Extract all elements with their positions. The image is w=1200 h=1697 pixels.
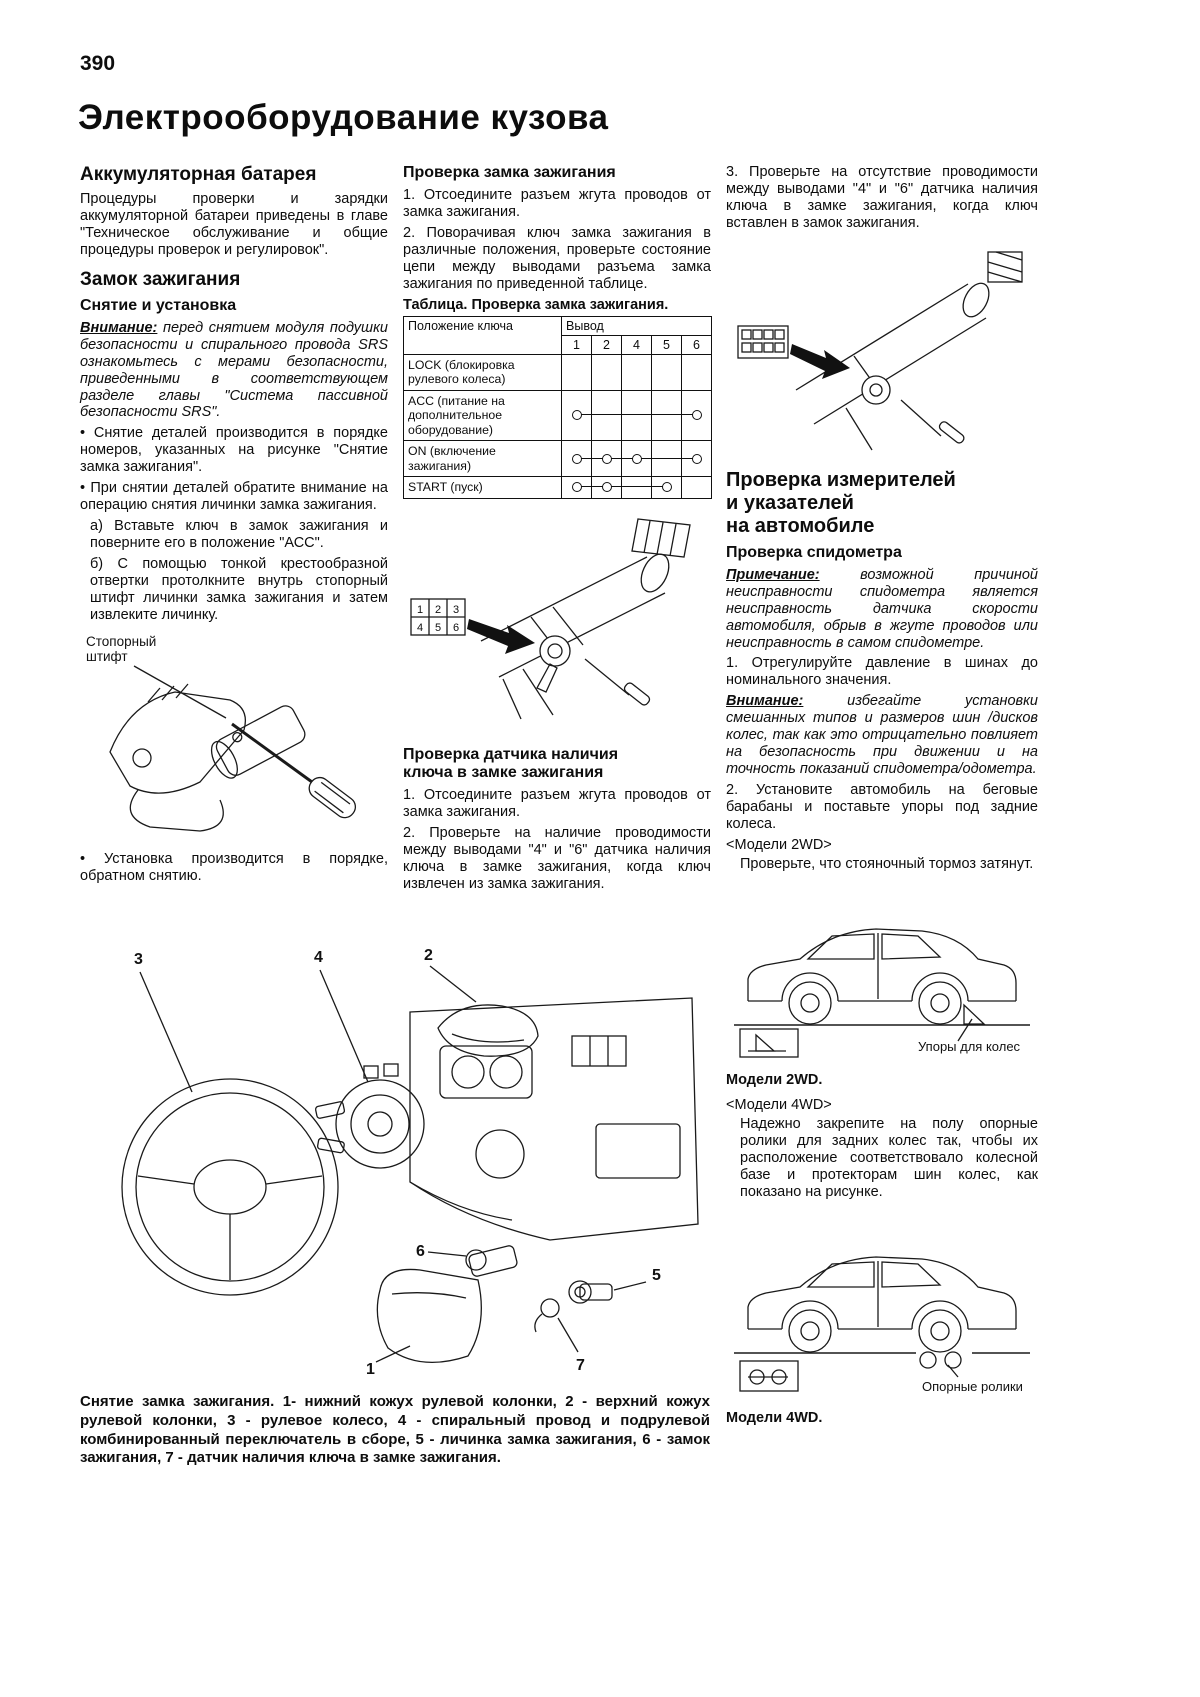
stopper-pin-drawing — [80, 630, 386, 840]
pointer-arrow-icon — [467, 619, 535, 654]
terminal-cell — [682, 477, 712, 499]
support-rollers-label: Опорные ролики — [922, 1378, 1023, 1394]
ignition-removal-figure — [80, 942, 710, 1468]
terminal-cell — [622, 390, 652, 441]
pointer-arrow-icon — [790, 344, 850, 379]
terminal-contact-dot — [632, 454, 642, 464]
models-2wd-tag: <Модели 2WD> — [726, 836, 832, 853]
note-label: Примечание: — [726, 566, 820, 583]
ignition-table-row — [404, 441, 712, 477]
terminal-cell — [682, 390, 712, 441]
connector-pin-1: 1 — [416, 603, 424, 616]
meters-heading-line2: и указателей — [726, 491, 854, 514]
stopper-pin-label-line2: штифт — [86, 648, 128, 664]
connector-pin-2: 2 — [434, 603, 442, 616]
steering-column-figure — [403, 507, 711, 740]
note-text: возможной причиной неисправности спидометра является неисправность датчика скорости автомобиля, обрыв в жгуте проводов или неисправность в самом спидометре. — [726, 566, 1038, 651]
ignition-check-heading: Проверка замка зажигания — [403, 164, 616, 181]
terminal-cell — [592, 441, 622, 477]
terminal-2: 2 — [592, 335, 622, 354]
terminal-cell — [562, 477, 592, 499]
connector-pin-4: 4 — [416, 621, 424, 634]
column-right — [726, 164, 1038, 1433]
terminal-cell — [652, 390, 682, 441]
terminal-group-header: Вывод — [562, 316, 712, 335]
terminal-cell — [592, 390, 622, 441]
key-sensor-step1: 1. Отсоедините разъем жгута проводов от замка зажигания. — [403, 787, 711, 821]
connector-pin-5: 5 — [434, 621, 442, 634]
car-2wd-drawing — [726, 879, 1038, 1061]
speedometer-step2: 2. Установите автомобиль на беговые барабаны и поставьте упоры под задние колеса. — [726, 782, 1038, 833]
part-label-6: 6 — [416, 1243, 425, 1260]
terminal-4: 4 — [622, 335, 652, 354]
key-sensor-drawing — [726, 238, 1036, 456]
stopper-pin-label-line1: Стопорный — [86, 633, 157, 649]
key-position-header: Положение ключа — [404, 316, 562, 354]
terminal-cell — [682, 441, 712, 477]
car-4wd-drawing — [726, 1207, 1038, 1399]
ignition-table-row — [404, 390, 712, 441]
models-4wd-tag: <Модели 4WD> — [726, 1096, 832, 1113]
removal-bullet-1: • Снятие деталей производится в порядке номеров, указанных на рисунке "Снятие замка зажигания". — [80, 425, 388, 476]
key-sensor-heading — [403, 746, 711, 784]
ignition-check-step1: 1. Отсоедините разъем жгута проводов от замка зажигания. — [403, 186, 711, 220]
ignition-table-body — [404, 354, 712, 498]
terminal-cell — [652, 477, 682, 499]
terminal-contact-dot — [602, 454, 612, 464]
table-title: Таблица. Проверка замка зажигания. — [403, 296, 669, 313]
srs-warning — [80, 320, 388, 422]
removal-bullet-2: • При снятии деталей обратите внимание на операцию снятия личинки замка зажигания. — [80, 480, 388, 514]
ignition-removal-drawing — [80, 942, 710, 1382]
part-label-4: 4 — [314, 949, 323, 966]
car-4wd-figure — [726, 1207, 1038, 1404]
terminal-cell — [652, 441, 682, 477]
tires-warning — [726, 693, 1038, 778]
column-left — [80, 164, 388, 889]
part-label-7: 7 — [576, 1357, 585, 1374]
terminal-contact-dot — [692, 410, 702, 420]
install-bullet: • Установка производится в порядке, обратном снятию. — [80, 850, 388, 884]
key-sensor-step2: 2. Проверьте на наличие проводимости между выводами "4" и "6" датчика наличия ключа в замке зажигания, когда ключ извлечен из замка зажигания. — [403, 825, 711, 893]
terminal-1: 1 — [562, 335, 592, 354]
speedometer-step1: 1. Отрегулируйте давление в шинах до номинального значения. — [726, 655, 1038, 689]
part-label-5: 5 — [652, 1267, 661, 1284]
part-label-2: 2 — [424, 947, 433, 964]
key-sensor-step3: 3. Проверьте на отсутствие проводимости между выводами "4" и "6" датчика наличия ключа в замке зажигания, когда ключ вставлен в замок зажигания. — [726, 164, 1038, 231]
steering-column-drawing — [403, 507, 709, 735]
tires-warning-text: избегайте установки смешанных типов и размеров шин /дисков колес, так как это отрицательно повлияет на безопасность при движении и на точность показаний спидометра/одометра. — [726, 693, 1038, 778]
removal-step-a: а) Вставьте ключ в замок зажигания и поверните его в положение "АСС". — [90, 518, 388, 552]
wheel-chocks-label: Упоры для колес — [918, 1038, 1021, 1054]
tires-warning-label: Внимание: — [726, 693, 804, 710]
table-header-row — [404, 316, 712, 335]
warning-label: Внимание: — [80, 319, 158, 336]
key-position-cell: LOCK (блокировка рулевого колеса) — [404, 354, 562, 390]
ignition-check-table — [403, 316, 712, 499]
terminal-cell — [562, 354, 592, 390]
meters-check-heading — [726, 469, 1038, 538]
connector-pin-6: 6 — [452, 621, 460, 634]
terminal-cell — [652, 354, 682, 390]
removal-install-heading: Снятие и установка — [80, 296, 237, 314]
terminal-contact-dot — [602, 482, 612, 492]
key-sensor-heading-line2: ключа в замке зажигания — [403, 764, 604, 782]
part-label-3: 3 — [134, 951, 143, 968]
key-sensor-heading-line1: Проверка датчика наличия — [403, 745, 619, 763]
speedometer-note — [726, 567, 1038, 652]
terminal-6: 6 — [682, 335, 712, 354]
meters-heading-line1: Проверка измерителей — [726, 468, 956, 491]
caption-models-4wd: Модели 4WD. — [726, 1409, 823, 1426]
terminal-cell — [562, 441, 592, 477]
terminal-cell — [682, 354, 712, 390]
warning-text: перед снятием модуля подушки безопасности и спирального провода SRS ознакомьтесь с мерами безопасности, приведенными в соответствующем разделе главы "Система пассивной безопасности SRS". — [80, 319, 388, 421]
terminal-cell — [622, 477, 652, 499]
terminal-contact-dot — [572, 410, 582, 420]
battery-text: Процедуры проверки и зарядки аккумуляторной батареи приведены в главе "Техническое обслуживание и общие процедуры проверок и регулировок". — [80, 191, 388, 258]
part-label-1: 1 — [366, 1361, 375, 1378]
terminal-contact-dot — [662, 482, 672, 492]
ignition-lock-heading: Замок зажигания — [80, 268, 241, 290]
page-number: 390 — [80, 52, 116, 75]
terminal-cell — [592, 477, 622, 499]
caption-models-2wd: Модели 2WD. — [726, 1071, 823, 1088]
meters-heading-line3: на автомобиле — [726, 514, 875, 537]
ignition-check-step2: 2. Поворачивая ключ замка зажигания в различные положения, проверьте состояние цепи между выводами разъема замка зажигания по приведенной таблице. — [403, 224, 711, 292]
key-position-cell: START (пуск) — [404, 477, 562, 499]
column-middle — [403, 164, 711, 897]
terminal-5: 5 — [652, 335, 682, 354]
terminal-cell — [622, 441, 652, 477]
key-position-cell: ON (включение зажигания) — [404, 441, 562, 477]
speedometer-heading: Проверка спидометра — [726, 543, 902, 561]
terminal-contact-dot — [572, 454, 582, 464]
key-position-cell: ACC (питание на дополнительное оборудование) — [404, 390, 562, 441]
key-sensor-figure — [726, 238, 1038, 461]
battery-heading: Аккумуляторная батарея — [80, 164, 317, 185]
models-4wd-text: Надежно закрепите на полу опорные ролики для задних колес так, чтобы их расположение соответствовало колесной базе и протекторам шин колес, как показано на рисунке. — [740, 1115, 1038, 1200]
terminal-cell — [562, 390, 592, 441]
terminal-contact-dot — [572, 482, 582, 492]
connector-pin-3: 3 — [452, 603, 460, 616]
terminal-cell — [592, 354, 622, 390]
stopper-pin-figure — [80, 630, 388, 845]
ignition-removal-caption: Снятие замка зажигания. 1- нижний кожух рулевой колонки, 2 - верхний кожух рулевой колонки, 3 - рулевое колесо, 4 - спиральный провод и подрулевой комбинированный переключатель в сборе, 5 - личинка замка зажигания, 6 - замок зажигания, 7 - датчик наличия ключа в замке зажигания. — [80, 1393, 710, 1467]
page-title: Электрооборудование кузова — [78, 98, 609, 137]
car-2wd-figure — [726, 879, 1038, 1066]
models-2wd-text: Проверьте, что стояночный тормоз затянут. — [740, 855, 1034, 872]
ignition-table-row — [404, 354, 712, 390]
removal-step-b: б) С помощью тонкой крестообразной отвертки протолкните внутрь стопорный штифт личинки замка зажигания и затем извлеките личинку. — [90, 556, 388, 623]
terminal-cell — [622, 354, 652, 390]
terminal-contact-dot — [692, 454, 702, 464]
ignition-table-row — [404, 477, 712, 499]
